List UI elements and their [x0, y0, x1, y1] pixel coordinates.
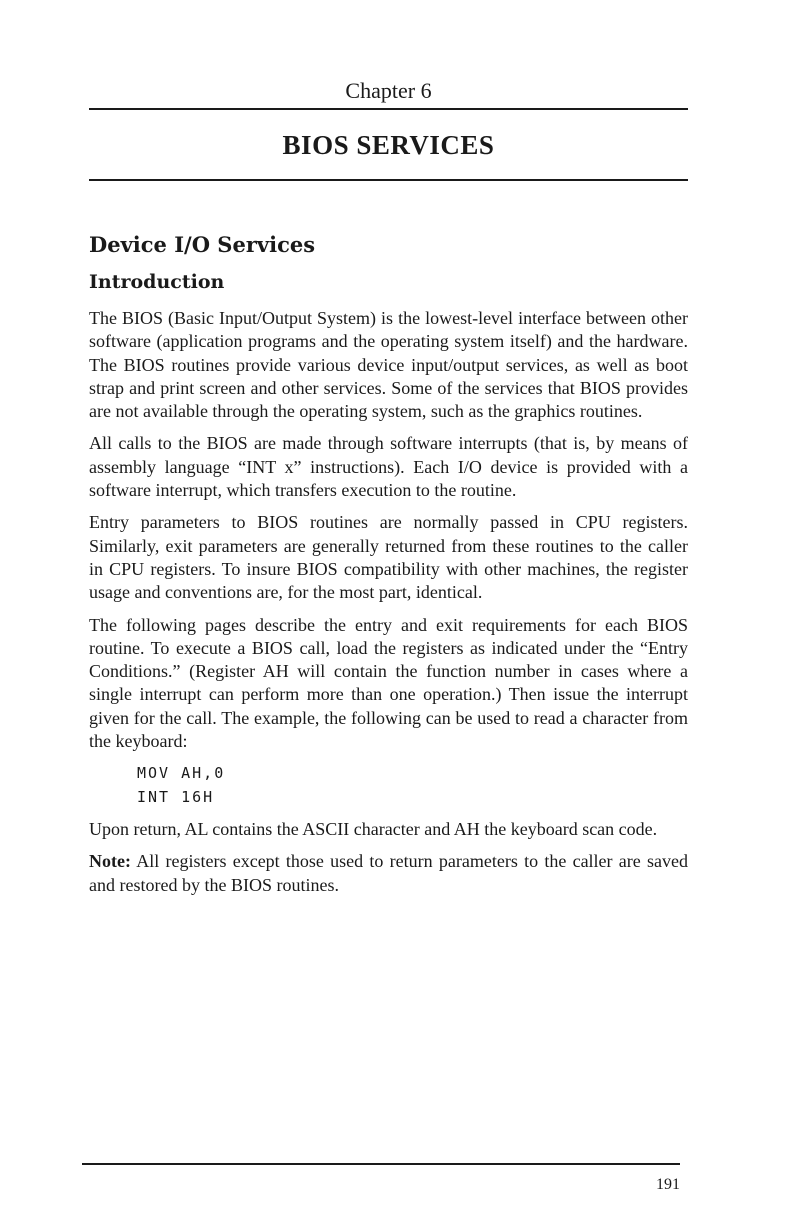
code-line: MOV AH,0	[137, 764, 226, 783]
section-heading: Device I/O Services	[89, 232, 316, 257]
chapter-title: BIOS SERVICES	[282, 130, 495, 160]
paragraph: Upon return, AL contains the ASCII character and AH the keyboard scan code.	[89, 818, 658, 839]
chapter-label: Chapter 6	[345, 78, 432, 103]
note-paragraph	[89, 850, 688, 897]
code-block	[137, 762, 688, 809]
body-text	[89, 307, 688, 906]
paragraph: Entry parameters to BIOS routines are normally passed in CPU registers. Similarly, exit parameters are generally returned from these routines to the caller in CPU registers. To insure BIOS compatibility with other machines, the register usage and conventions are, for the most part, identical.	[89, 512, 688, 603]
paragraph: The BIOS (Basic Input/Output System) is the lowest-level interface between other software (application programs and the operating system itself) and the hardware. The BIOS routines provide various device input/output services, as well as boot strap and print screen and other services. Some of the services that BIOS provides are not available through the operating system, such as the graphics routines.	[89, 308, 688, 422]
note-label: Note:	[89, 851, 131, 872]
footer-rule	[82, 1163, 680, 1165]
top-rule	[89, 108, 688, 110]
subsection-heading: Introduction	[89, 271, 225, 293]
paragraph: All calls to the BIOS are made through software interrupts (that is, by means of assembly language “INT x” instructions). Each I/O device is provided with a software interrupt, which transfers execution to the routine.	[89, 433, 688, 501]
note-text: All registers except those used to return parameters to the caller are saved and restored by the BIOS routines.	[89, 851, 688, 895]
title-rule	[89, 179, 688, 181]
page-number: 191	[656, 1176, 680, 1193]
code-line: INT 16H	[137, 787, 215, 806]
paragraph: The following pages describe the entry and exit requirements for each BIOS routine. To execute a BIOS call, load the registers as indicated under the “Entry Conditions.” (Register AH will contain the function number in cases where a single interrupt can perform more than one operation.) Then issue the interrupt given for the call. The example, the following can be used to read a character from the keyboard:	[89, 614, 688, 752]
